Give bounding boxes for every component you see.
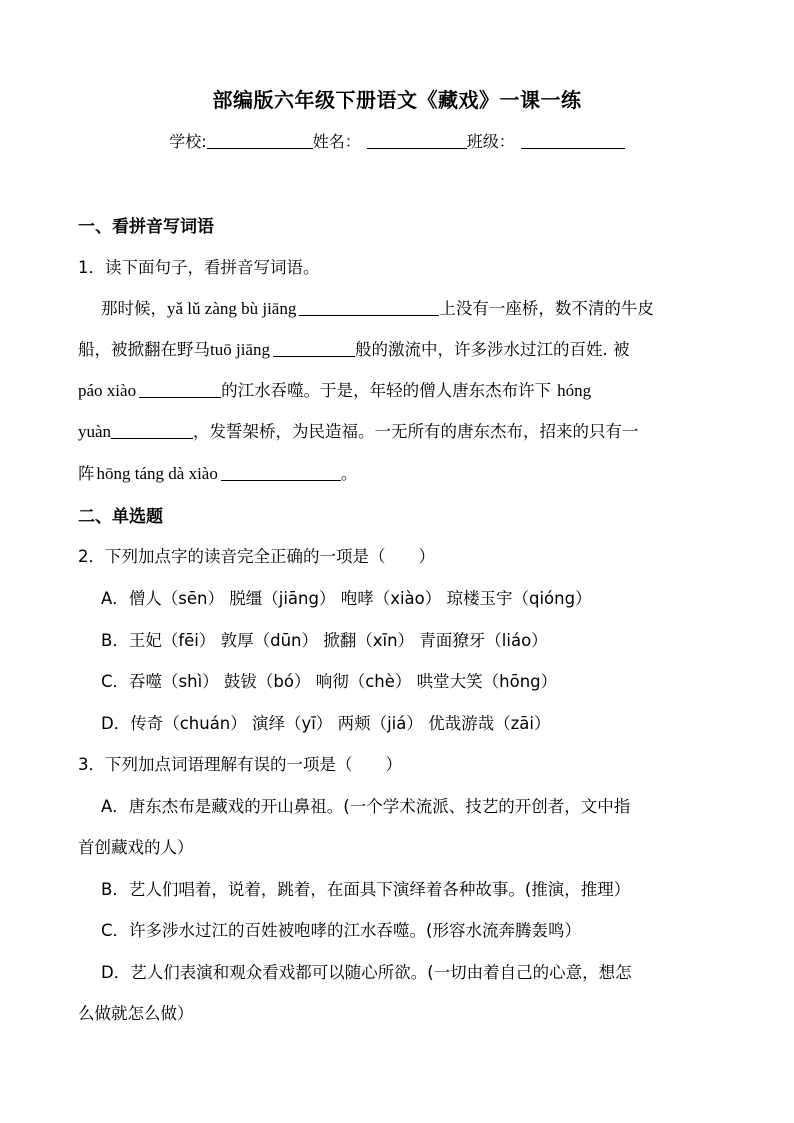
pinyin-yuan: yuàn	[78, 422, 112, 441]
pinyin-hong: hóng	[557, 381, 592, 400]
answer-blank-2[interactable]	[273, 340, 355, 357]
class-label: 班级：	[466, 132, 515, 151]
pinyin-pao-xiao: páo xiào	[78, 381, 137, 400]
q2-option-b[interactable]: B．王妃（fēi） 敦厚（dūn） 掀翻（xīn） 青面獠牙（liáo）	[101, 631, 548, 650]
q3-option-c[interactable]: C．许多涉水过江的百姓被咆哮的江水吞噬。(形容水流奔腾轰鸣）	[101, 921, 581, 940]
section-heading-pinyin: 一、看拼音写词语	[78, 217, 214, 237]
paragraph-line-4	[78, 418, 639, 442]
q3-option-a-cont: 首创藏戏的人）	[78, 838, 194, 857]
para-text: 船，被掀翻在野马	[78, 340, 210, 359]
school-label: 学校:	[169, 132, 207, 151]
para-text: 般的激流中，许多涉水过江的百姓. 被	[354, 340, 630, 359]
answer-blank-4[interactable]	[111, 422, 193, 439]
q3-option-d-cont: 么做就怎么做）	[78, 1004, 194, 1023]
school-blank[interactable]	[207, 132, 313, 149]
class-blank[interactable]	[521, 132, 625, 149]
student-info-line	[0, 129, 794, 152]
paragraph-line-2	[78, 336, 629, 360]
answer-blank-3[interactable]	[139, 381, 221, 398]
pinyin-ya-lu-zang-bu-jiang: yǎ lǔ zàng bù jiāng	[167, 299, 297, 318]
pinyin-tuo-jiang: tuō jiāng	[210, 340, 270, 359]
paragraph-line-1	[101, 295, 654, 319]
para-text: 上没有一座桥，数不清的牛皮	[439, 299, 654, 318]
page-title: 部编版六年级下册语文《藏戏》一课一练	[212, 88, 582, 112]
paragraph-line-5	[78, 460, 357, 484]
name-blank[interactable]	[367, 132, 467, 149]
answer-blank-5[interactable]	[221, 464, 341, 481]
para-text: 。	[340, 464, 358, 483]
q3-option-b[interactable]: B．艺人们唱着，说着，跳着，在面具下演绎着各种故事。(推演，推理）	[101, 880, 631, 899]
paragraph-line-3	[78, 377, 591, 401]
para-text: ，发誓架桥，为民造福。一无所有的唐东杰布，招来的只有一	[193, 422, 639, 441]
pinyin-hong-tang-da-xiao: hōng táng dà xiào	[96, 464, 218, 483]
q3-option-a[interactable]: A．唐东杰布是藏戏的开山鼻祖。(一个学术流派、技艺的开创者，文中指	[101, 797, 631, 816]
para-text: 那时候，	[101, 299, 167, 318]
question-3-prompt: 3．下列加点词语理解有误的一项是（ ）	[78, 755, 402, 774]
para-text: 的江水吞噬。于是，年轻的僧人唐东杰布许下	[221, 381, 552, 400]
q3-option-d[interactable]: D．艺人们表演和观众看戏都可以随心所欲。(一切由着自己的心意，想怎	[101, 963, 632, 982]
q2-option-d[interactable]: D．传奇（chuán） 演绎（yī） 两颊（jiá） 优哉游哉（zāi）	[101, 714, 551, 733]
q2-option-c[interactable]: C．吞噬（shì） 鼓钹（bó） 响彻（chè） 哄堂大笑（hōng）	[101, 672, 558, 691]
q2-option-a[interactable]: A．僧人（sēn） 脱缰（jiāng） 咆哮（xiào） 琼楼玉宇（qióng）	[101, 589, 592, 608]
para-text: 阵	[78, 464, 95, 483]
question-1-prompt: 1．读下面句子，看拼音写词语。	[78, 258, 320, 277]
section-heading-single-choice: 二、单选题	[78, 507, 163, 527]
name-label: 姓名：	[312, 132, 361, 151]
answer-blank-1[interactable]	[299, 299, 439, 316]
question-2-prompt: 2．下列加点字的读音完全正确的一项是（ ）	[78, 547, 435, 566]
